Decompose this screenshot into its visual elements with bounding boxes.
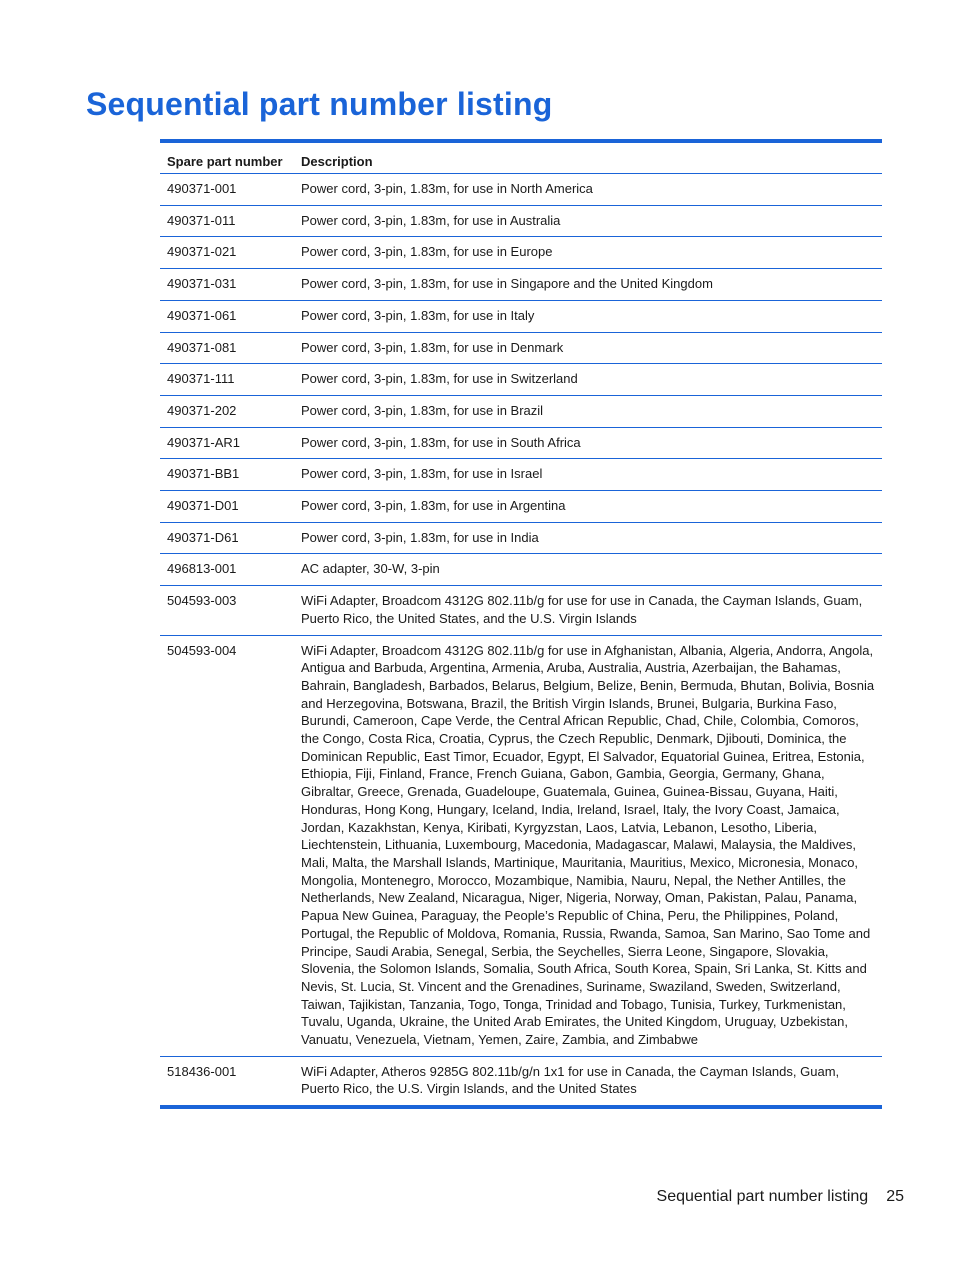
table-row [160, 1057, 882, 1105]
description-cell: Power cord, 3-pin, 1.83m, for use in India [301, 529, 539, 545]
part-number-cell: 490371-AR1 [167, 434, 240, 450]
part-number-cell: 504593-004 [167, 642, 237, 658]
table-row [160, 396, 882, 428]
part-number-cell: 490371-061 [167, 307, 237, 323]
description-cell: Power cord, 3-pin, 1.83m, for use in South Africa [301, 434, 581, 450]
part-number-cell: 490371-001 [167, 181, 237, 196]
description-cell: Power cord, 3-pin, 1.83m, for use in Switzerland [301, 371, 578, 387]
table-row [160, 237, 882, 269]
table-row [160, 554, 882, 586]
description-cell: Power cord, 3-pin, 1.83m, for use in Brazil [301, 402, 544, 418]
part-number-cell: 490371-021 [167, 244, 237, 260]
description-cell: WiFi Adapter, Broadcom 4312G 802.11b/g for use in Afghanistan, Albania, Algeria, Andorra, Angola, Antigua and Barbuda, Argentina, Armenia, Aruba, Australia, Austria, Azerbaijan, the Bahamas, Bahrain, Bangladesh, Barbados, Belarus, Belgium, Belize, Benin, Bermuda, Bhutan, Bolivia, Bosnia and Herzegovina, Botswana, Brazil, the British Virgin Islands, Brunei, Bulgaria, Burkina Faso, Burundi, Cameroon, Cape Verde, the Central African Republic, Chad, Chile, Colombia, Comoros, the Congo, Costa Rica, Croatia, Cyprus, the Czech Republic, Denmark, Djibouti, Dominica, the Dominican Republic, East Timor, Ecuador, Egypt, El Salvador, Equatorial Guinea, Eritrea, Estonia, Ethiopia, Fiji, Finland, France, French Guiana, Gabon, Gambia, Georgia, Germany, Ghana, Gibraltar, Greece, Grenada, Guadeloupe, Guatemala, Guinea, Guinea-Bissau, Guyana, Haiti, Honduras, Hong Kong, Hungary, Iceland, India, Ireland, Israel, Italy, the Ivory Coast, Jamaica, Jordan, Kazakhstan, Kenya, Kiribati, Kyrgyzstan, Laos, Latvia, Lebanon, Lesotho, Liberia, Liechtenstein, Lithuania, Luxembourg, Macedonia, Madagascar, Malawi, Malaysia, the Maldives, Mali, Malta, the Marshall Islands, Martinique, Mauritania, Mauritius, Mexico, Micronesia, Monaco, Mongolia, Montenegro, Morocco, Mozambique, Namibia, Nauru, Nepal, the Nether Antilles, the Netherlands, New Zealand, Nicaragua, Niger, Nigeria, Norway, Oman, Pakistan, Palau, Panama, Papua New Guinea, Paraguay, the People’s Republic of China, Peru, the Philippines, Poland, Portugal, the Republic of Moldova, Romania, Russia, Rwanda, Samoa, San Marino, Sao Tome and Principe, Saudi Arabia, Senegal, Serbia, the Seychelles, Sierra Leone, Singapore, Slovakia, Slovenia, the Solomon Islands, Somalia, South Africa, South Korea, Spain, Sri Lanka, St. Kitts and Nevis, St. Lucia, St. Vincent and the Grenadines, Suriname, Swaziland, Sweden, Switzerland, Taiwan, Tajikistan, Tanzania, Togo, Tonga, Trinidad and Tobago, Tunisia, Turkey, Turkmenistan, Tuvalu, Uganda, Ukraine, the United Arab Emirates, the United Kingdom, Uruguay, Uzbekistan, Vanuatu, Venezuela, Vietnam, Yemen, Zaire, Zambia, and Zimbabwe [301, 642, 875, 1048]
description-cell: Power cord, 3-pin, 1.83m, for use in Singapore and the United Kingdom [301, 276, 713, 292]
table-row [160, 333, 882, 365]
table-row [160, 269, 882, 301]
page-footer [657, 1188, 904, 1206]
description-cell: WiFi Adapter, Atheros 9285G 802.11b/g/n 1x1 for use in Canada, the Cayman Islands, Guam, Puerto Rico, the U.S. Virgin Islands, and the United States [301, 1063, 840, 1097]
table-row [160, 586, 882, 635]
table-body [160, 174, 882, 1105]
table-row [160, 636, 882, 1057]
description-cell: Power cord, 3-pin, 1.83m, for use in Europe [301, 244, 553, 260]
part-number-cell: 490371-D01 [167, 498, 239, 514]
table-row [160, 206, 882, 238]
part-number-cell: 490371-202 [167, 402, 237, 418]
table-header [160, 143, 882, 174]
table-row [160, 428, 882, 460]
header-part-number: Spare part number [167, 154, 283, 169]
description-cell: Power cord, 3-pin, 1.83m, for use in Australia [301, 212, 561, 228]
description-cell: Power cord, 3-pin, 1.83m, for use in Denmark [301, 339, 564, 355]
description-cell: Power cord, 3-pin, 1.83m, for use in Israel [301, 466, 543, 482]
page-title: Sequential part number listing [86, 86, 553, 122]
table-row [160, 523, 882, 555]
part-number-cell: 496813-001 [167, 561, 237, 577]
part-number-cell: 490371-031 [167, 276, 237, 292]
part-number-cell: 490371-D61 [167, 529, 239, 545]
part-number-cell: 490371-111 [167, 371, 235, 387]
footer-section-title: Sequential part number listing [656, 1188, 869, 1205]
description-cell: Power cord, 3-pin, 1.83m, for use in North America [301, 181, 593, 196]
part-number-cell: 518436-001 [167, 1063, 237, 1079]
part-number-cell: 490371-BB1 [167, 466, 240, 482]
table-row [160, 301, 882, 333]
header-description: Description [301, 154, 373, 169]
part-number-cell: 490371-011 [167, 212, 236, 228]
description-cell: AC adapter, 30-W, 3-pin [301, 561, 440, 577]
part-number-cell: 490371-081 [167, 339, 237, 355]
description-cell: WiFi Adapter, Broadcom 4312G 802.11b/g for use for use in Canada, the Cayman Islands, Guam, Puerto Rico, the United States, and the U.S. Virgin Islands [301, 593, 863, 626]
parts-table [160, 139, 882, 1109]
description-cell: Power cord, 3-pin, 1.83m, for use in Argentina [301, 498, 566, 514]
table-row [160, 459, 882, 491]
table-row [160, 174, 882, 206]
description-cell: Power cord, 3-pin, 1.83m, for use in Italy [301, 307, 535, 323]
page-number: 25 [886, 1188, 904, 1205]
table-row [160, 364, 882, 396]
table-row [160, 491, 882, 523]
part-number-cell: 504593-003 [167, 593, 237, 609]
